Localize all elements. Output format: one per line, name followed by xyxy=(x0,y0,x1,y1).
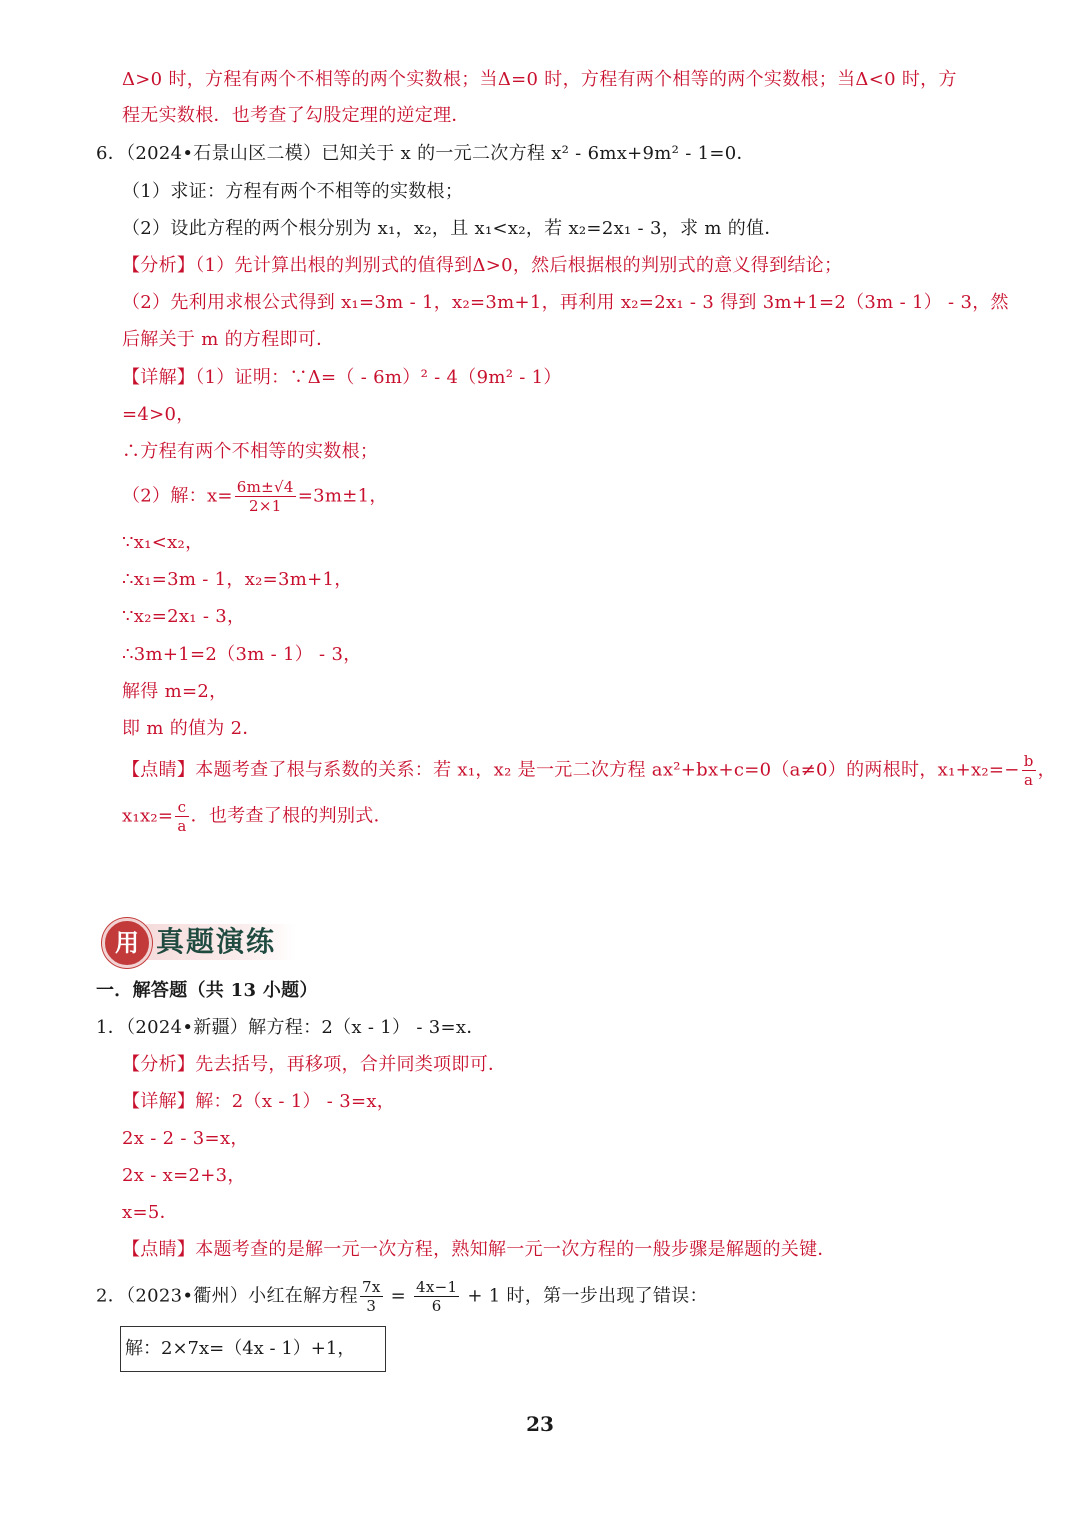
q6-comment-frac1-den: a xyxy=(1024,771,1034,789)
p1-comment: 【点睛】本题考查的是解一元一次方程，熟知解一元一次方程的一般步骤是解题的关键． xyxy=(122,1239,836,1260)
p1-step-3: x=5． xyxy=(122,1202,178,1223)
q6-comment xyxy=(122,752,1056,789)
q6-root-numerator: 6m±√4 xyxy=(236,478,294,496)
section-badge-icon: 用 xyxy=(102,918,152,968)
p2-frac1-den: 3 xyxy=(366,1297,377,1315)
q6-comment-fraction-2 xyxy=(175,798,188,835)
q6-step-4: ∴3m+1=2（3m - 1） - 3， xyxy=(122,644,362,665)
problem-1: 1．（2024•新疆）解方程：2（x - 1） - 3=x． xyxy=(96,1017,485,1038)
p2-frac1-num: 7x xyxy=(361,1278,381,1296)
q6-solve-prefix: （2）解：x= xyxy=(122,485,233,507)
p2-prefix: 2．（2023•衢州）小红在解方程 xyxy=(96,1285,358,1307)
p2-equals: = xyxy=(384,1285,413,1307)
p1-step-1: 2x - 2 - 3=x， xyxy=(122,1128,249,1149)
q6-comment-2 xyxy=(122,798,392,835)
problem-2 xyxy=(96,1278,708,1315)
p2-fraction-right xyxy=(414,1278,459,1315)
p2-fraction-left xyxy=(360,1278,383,1315)
q6-step-1: ∵x₁<x₂， xyxy=(122,532,204,553)
q6-comment-text: 【点睛】本题考查了根与系数的关系：若 x₁，x₂ 是一元二次方程 ax²+bx+c=0（a≠0）的两根时，x₁+x₂=− xyxy=(122,759,1020,781)
q6-comment-frac2-num: c xyxy=(175,798,188,817)
q6-detail-eq: =4>0， xyxy=(122,404,195,425)
q6-solve-formula xyxy=(122,478,388,515)
p1-detail: 【详解】解：2（x - 1） - 3=x， xyxy=(122,1091,396,1112)
q6-comment-fraction-1 xyxy=(1022,752,1036,789)
q6-step-2: ∴x₁=3m - 1，x₂=3m+1， xyxy=(122,569,353,590)
q6-comment-frac2-den: a xyxy=(177,817,187,835)
q6-comment2-suffix: ．也考查了根的判别式． xyxy=(190,805,392,827)
q6-comment-end: ， xyxy=(1037,759,1056,781)
q6-step-5: 解得 m=2， xyxy=(122,681,228,702)
q6-analysis-3: 后解关于 m 的方程即可． xyxy=(122,329,335,350)
q6-analysis-2: （2）先利用求根公式得到 x₁=3m - 1，x₂=3m+1，再利用 x₂=2x₁ - 3 得到 3m+1=2（3m - 1） - 3，然 xyxy=(122,292,1009,313)
q6-comment2-prefix: x₁x₂= xyxy=(122,805,174,827)
q6-step-3: ∵x₂=2x₁ - 3， xyxy=(122,606,246,627)
question-6-part-1: （1）求证：方程有两个不相等的实数根； xyxy=(122,181,464,202)
q6-comment-frac1-num: b xyxy=(1023,752,1034,770)
p2-frac2-den: 6 xyxy=(431,1297,442,1315)
question-6-part-2: （2）设此方程的两个根分别为 x₁，x₂，且 x₁<x₂，若 x₂=2x₁ - 3，求 m 的值． xyxy=(122,218,783,239)
q6-step-6: 即 m 的值为 2． xyxy=(122,718,261,739)
p1-step-2: 2x - x=2+3， xyxy=(122,1165,246,1186)
p2-suffix: + 1 时，第一步出现了错误： xyxy=(461,1285,708,1307)
q6-detail: 【详解】（1）证明：∵Δ=（ - 6m）² - 4（9m² - 1） xyxy=(122,367,562,388)
section-badge xyxy=(100,916,300,968)
analysis-line-2: 程无实数根．也考查了勾股定理的逆定理． xyxy=(122,105,470,126)
q6-analysis: 【分析】（1）先计算出根的判别式的值得到Δ>0，然后根据根的判别式的意义得到结论； xyxy=(122,255,843,276)
p2-frac2-num: 4x−1 xyxy=(416,1278,458,1296)
section-title: 真题演练 xyxy=(156,925,277,958)
q6-root-fraction xyxy=(235,478,296,515)
q6-detail-conclusion: ∴方程有两个不相等的实数根； xyxy=(122,441,379,462)
p2-answer-box: 解：2×7x=（4x - 1）+1， xyxy=(120,1326,386,1372)
analysis-line-1: Δ>0 时，方程有两个不相等的两个实数根；当Δ=0 时，方程有两个相等的两个实数根；当Δ<0 时，方 xyxy=(122,69,957,90)
q6-root-denominator: 2×1 xyxy=(248,497,282,515)
p1-analysis: 【分析】先去括号，再移项，合并同类项即可． xyxy=(122,1054,507,1075)
q6-solve-result: =3m±1， xyxy=(297,485,388,507)
page-number: 23 xyxy=(526,1412,554,1436)
part-heading: 一．解答题（共 13 小题） xyxy=(96,980,318,1001)
question-6: 6．（2024•石景山区二模）已知关于 x 的一元二次方程 x² - 6mx+9m² - 1=0． xyxy=(96,143,755,164)
